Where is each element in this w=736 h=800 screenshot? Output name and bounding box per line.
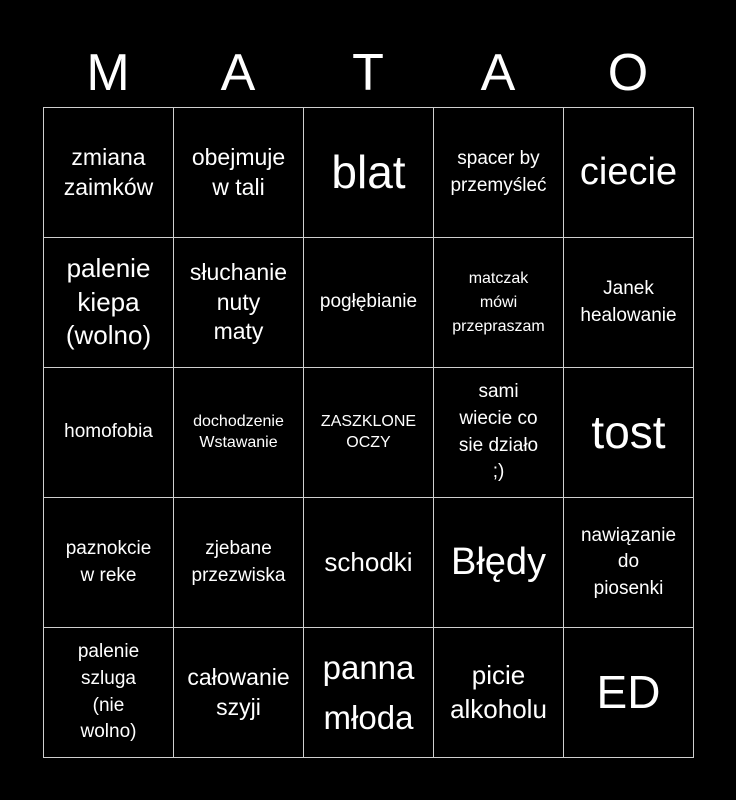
bingo-cell[interactable] [44, 238, 174, 368]
cell-text: schodki [324, 546, 413, 577]
cell-text: blat [331, 146, 406, 199]
bingo-cell[interactable] [44, 108, 174, 238]
header-letter-2: A [220, 44, 256, 102]
bingo-cell[interactable] [44, 628, 174, 758]
bingo-cell[interactable] [174, 498, 304, 628]
cell-text: panna młoda [322, 649, 415, 736]
bingo-cell[interactable] [564, 238, 694, 368]
cell-text: tost [591, 406, 666, 459]
cell-text: dochodzenie Wstawanie [193, 412, 284, 451]
bingo-cell[interactable] [434, 108, 564, 238]
bingo-cell[interactable] [564, 108, 694, 238]
cell-text: matczak mówi przepraszam [452, 269, 545, 335]
bingo-cell[interactable] [304, 628, 434, 758]
bingo-cell[interactable] [44, 498, 174, 628]
header-letter-1: M [86, 44, 130, 102]
cell-text: homofobia [64, 421, 153, 443]
bingo-cell[interactable] [44, 368, 174, 498]
cell-text: ciecie [579, 150, 678, 193]
bingo-board [43, 107, 694, 758]
header-letter-4: A [480, 44, 516, 102]
cell-text: obejmuje w tali [191, 143, 286, 200]
cell-text: paznokcie w reke [65, 537, 152, 586]
bingo-cell[interactable] [304, 368, 434, 498]
bingo-header [43, 40, 693, 106]
cell-text: Błędy [450, 540, 547, 583]
bingo-cell[interactable] [304, 238, 434, 368]
cell-text: spacer by przemyśleć [450, 147, 547, 196]
cell-text: słuchanie nuty maty [189, 258, 288, 345]
cell-text: sami wiecie co sie działo ;) [458, 381, 539, 483]
cell-text: całowanie szyji [187, 663, 290, 720]
bingo-cell[interactable] [174, 238, 304, 368]
bingo-cell[interactable] [174, 628, 304, 758]
bingo-cell[interactable] [434, 628, 564, 758]
header-letter-3: T [352, 44, 384, 102]
bingo-cell[interactable] [304, 108, 434, 238]
bingo-cell[interactable] [564, 628, 694, 758]
cell-text: ED [596, 666, 661, 719]
bingo-cell[interactable] [174, 368, 304, 498]
cell-text: palenie szluga (nie wolno) [77, 641, 140, 743]
bingo-cell[interactable] [434, 498, 564, 628]
bingo-cell[interactable] [434, 368, 564, 498]
bingo-cell[interactable] [564, 498, 694, 628]
cell-text: palenie kiepa (wolno) [65, 252, 152, 351]
cell-text: zjebane przezwiska [191, 537, 286, 586]
header-letter-5: O [607, 44, 649, 102]
bingo-cell[interactable] [304, 498, 434, 628]
cell-text: nawiązanie do piosenki [580, 524, 677, 599]
cell-text: Janek healowanie [580, 277, 677, 326]
cell-text: pogłębianie [319, 291, 418, 313]
bingo-cell[interactable] [564, 368, 694, 498]
cell-text: ZASZKLONE OCZY [320, 412, 417, 451]
cell-text: zmiana zaimków [63, 143, 154, 200]
bingo-cell[interactable] [434, 238, 564, 368]
cell-text: picie alkoholu [450, 659, 547, 724]
bingo-cell[interactable] [174, 108, 304, 238]
